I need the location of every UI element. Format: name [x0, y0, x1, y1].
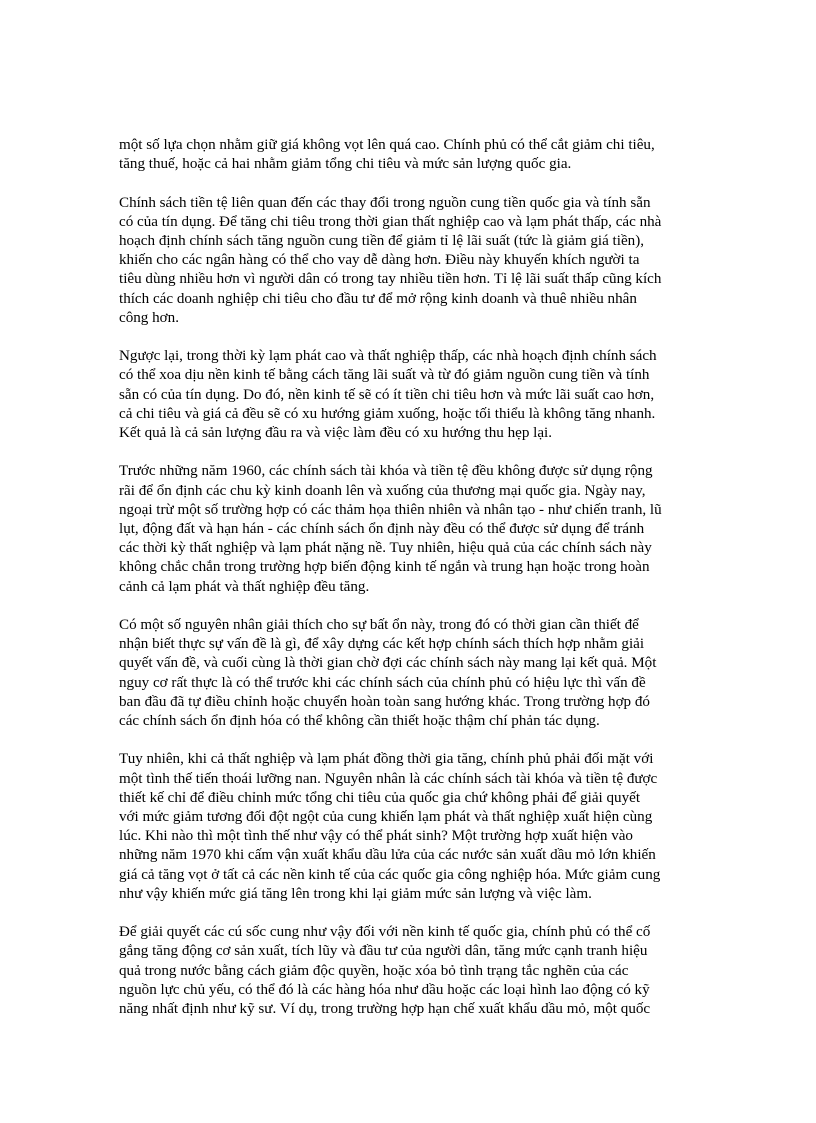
paragraph-6 — [119, 750, 709, 904]
text-line: như vậy khiến mức giá tăng lên trong khi lại giảm mức sản lượng và việc làm. — [119, 885, 592, 902]
text-line: một tình thế tiến thoái lưỡng nan. Nguyên nhân là các chính sách tài khóa và tiền tệ được — [119, 770, 658, 787]
text-line: rãi để ổn định các chu kỳ kinh doanh lên và xuống của thương mại quốc gia. Ngày nay, — [119, 482, 646, 499]
text-line: năng nhất định như kỹ sư. Ví dụ, trong trường hợp hạn chế xuất khẩu dầu mỏ, một quốc — [119, 1001, 651, 1018]
text-line: với mức giảm tương đối đột ngột của cung khiến lạm phát và thất nghiệp xuất hiện cùng — [119, 809, 653, 826]
text-line: các thời kỳ thất nghiệp và lạm phát nặng nề. Tuy nhiên, hiệu quả của các chính sách này — [119, 540, 652, 557]
text-line: nguồn lực chủ yếu, có thể đó là các hàng hóa như dầu hoặc các loại hình lao động có kỹ — [119, 981, 650, 998]
text-line: Có một số nguyên nhân giải thích cho sự bất ổn này, trong đó có thời gian cần thiết để — [119, 617, 639, 634]
text-line: cảnh cả lạm phát và thất nghiệp đều tăng. — [119, 578, 370, 595]
text-line: những năm 1970 khi cấm vận xuất khẩu dầu lửa của các nước sản xuất dầu mỏ lớn khiến — [119, 847, 656, 864]
text-line: nguy cơ rất thực là có thể trước khi các chính sách của chính phủ có hiệu lực thì vấn đề — [119, 674, 646, 691]
paragraph-3 — [119, 347, 709, 443]
text-line: nhận biết thực sự vấn đề là gì, để xây dựng các kết hợp chính sách thích hợp nhằm giải — [119, 636, 645, 653]
text-line: tăng thuế, hoặc cả hai nhằm giảm tổng chi tiêu và mức sản lượng quốc gia. — [119, 156, 572, 173]
text-line: có của tín dụng. Để tăng chi tiêu trong thời gian thất nghiệp cao và lạm phát thấp, các nhà — [119, 213, 662, 230]
text-line: quyết vấn đề, và cuối cùng là thời gian chờ đợi các chính sách này mang lại kết quả. Một — [119, 655, 657, 672]
paragraph-1 — [119, 136, 709, 174]
text-line: cả chi tiêu và giá cả đều sẽ có xu hướng giảm xuống, hoặc tối thiểu là không tăng nhanh. — [119, 405, 656, 422]
text-line: các chính sách ổn định hóa có thể không cần thiết hoặc thậm chí phản tác dụng. — [119, 713, 600, 730]
text-line: hoạch định chính sách tăng nguồn cung tiền để giảm tỉ lệ lãi suất (tức là giảm giá tiền), — [119, 233, 644, 249]
text-line: sẵn có của tín dụng. Do đó, nền kinh tế sẽ có ít tiền chi tiêu hơn và mức lãi suất cao hơn, — [119, 386, 655, 403]
text-line: gắng tăng động cơ sản xuất, tích lũy và đầu tư của người dân, tăng mức cạnh tranh hiệu — [119, 943, 648, 960]
text-line: ngoại trừ một số trường hợp có các thảm họa thiên nhiên và nhân tạo - như chiến tranh, lũ — [119, 501, 662, 518]
document-body — [119, 136, 709, 1019]
text-line: quả trong nước bằng cách giảm độc quyền, hoặc xóa bỏ tình trạng tắc nghẽn của các — [119, 962, 629, 979]
text-line: có thể xoa dịu nền kinh tế bằng cách tăng lãi suất và từ đó giảm nguồn cung tiền và tính — [119, 367, 650, 384]
paragraph-7 — [119, 923, 709, 1019]
paragraph-4 — [119, 462, 709, 596]
text-line: công hơn. — [119, 309, 179, 326]
text-line: một số lựa chọn nhằm giữ giá không vọt lên quá cao. Chính phủ có thể cắt giảm chi tiêu, — [119, 137, 655, 153]
text-line: ban đầu đã tự điều chỉnh hoặc chuyển hoàn toàn sang hướng khác. Trong trường hợp đó — [119, 693, 650, 710]
text-line: lụt, động đất và hạn hán - các chính sách ổn định này đều có thể được sử dụng để tránh — [119, 521, 645, 538]
text-line: Kết quả là cả sản lượng đầu ra và việc làm đều có xu hướng thu hẹp lại. — [119, 425, 553, 442]
text-line: không chắc chắn trong trường hợp biến động kinh tế ngắn và trung hạn hoặc trong hoàn — [119, 559, 650, 576]
text-line: Chính sách tiền tệ liên quan đến các thay đổi trong nguồn cung tiền quốc gia và tính sẵn — [119, 194, 651, 211]
text-line: khiến cho các ngân hàng có thể cho vay dễ dàng hơn. Điều này khuyến khích người ta — [119, 252, 640, 269]
text-line: thiết kế chỉ để điều chỉnh mức tổng chi tiêu của quốc gia chứ không phải để giải quyết — [119, 789, 641, 806]
paragraph-5 — [119, 616, 709, 731]
text-line: tiêu dùng nhiều hơn vì người dân có trong tay nhiều tiền hơn. Tỉ lệ lãi suất thấp cũng kích — [119, 271, 662, 288]
paragraph-2 — [119, 194, 709, 328]
text-line: Để giải quyết các cú sốc cung như vậy đối với nền kinh tế quốc gia, chính phủ có thể cố — [119, 924, 651, 941]
text-line: Ngược lại, trong thời kỳ lạm phát cao và thất nghiệp thấp, các nhà hoạch định chính sách — [119, 348, 657, 365]
text-line: Trước những năm 1960, các chính sách tài khóa và tiền tệ đều không được sử dụng rộng — [119, 463, 653, 480]
text-line: lúc. Khi nào thì một tình thế như vậy có thể phát sinh? Một trường hợp xuất hiện vào — [119, 828, 633, 845]
text-line: giá cả tăng vọt ở tất cả các nền kinh tế của các quốc gia công nghiệp hóa. Mức giảm cung — [119, 866, 661, 883]
text-line: Tuy nhiên, khi cả thất nghiệp và lạm phát đồng thời gia tăng, chính phủ phải đối mặt với — [119, 751, 654, 768]
text-line: thích các doanh nghiệp chi tiêu cho đầu tư để mở rộng kinh doanh và thuê nhiều nhân — [119, 290, 637, 307]
